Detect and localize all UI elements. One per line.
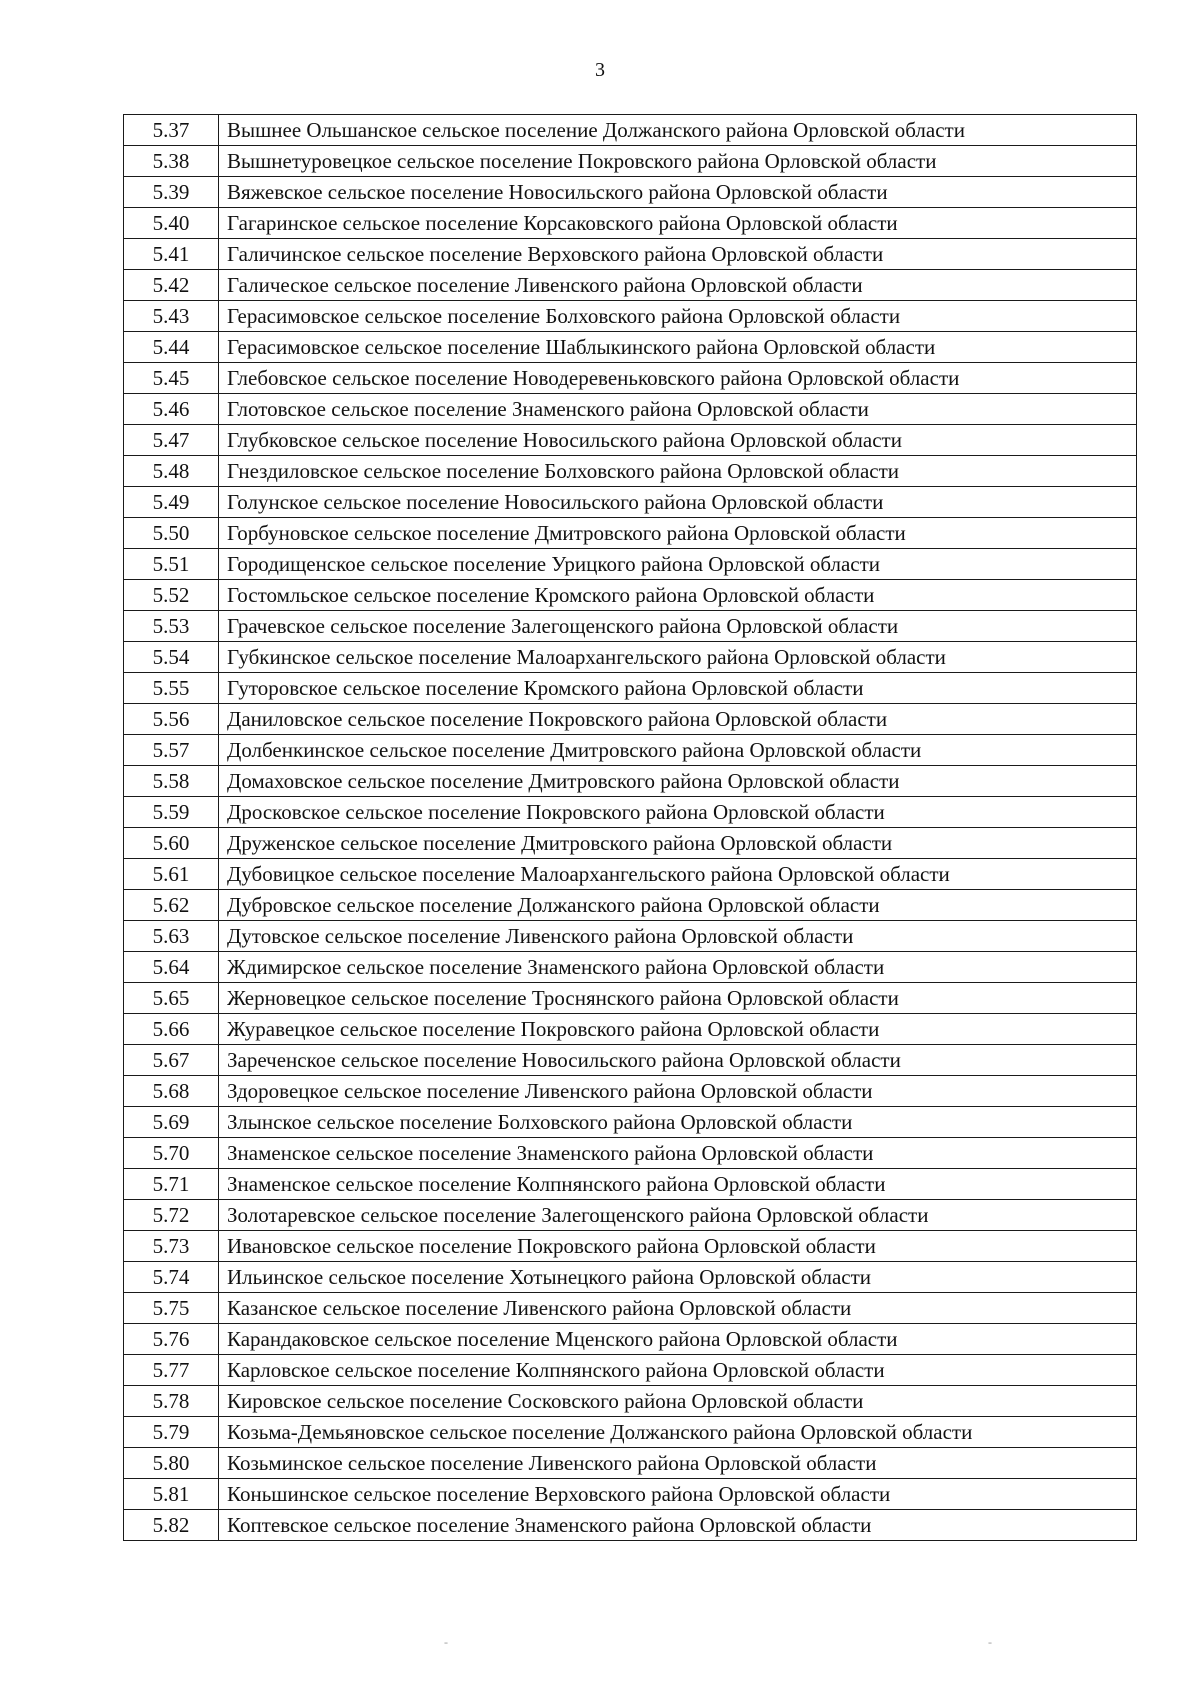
- row-number: 5.43: [124, 301, 219, 332]
- row-number: 5.59: [124, 797, 219, 828]
- table-row: [124, 1355, 1137, 1386]
- settlement-name: Казанское сельское поселение Ливенского района Орловской области: [219, 1293, 1137, 1324]
- settlement-name: Ивановское сельское поселение Покровского района Орловской области: [219, 1231, 1137, 1262]
- page-number: 3: [595, 59, 605, 81]
- table-row: [124, 1107, 1137, 1138]
- row-number: 5.54: [124, 642, 219, 673]
- row-number: 5.76: [124, 1324, 219, 1355]
- settlement-name: Коньшинское сельское поселение Верховского района Орловской области: [219, 1479, 1137, 1510]
- settlements-table: [123, 114, 1137, 1541]
- row-number: 5.48: [124, 456, 219, 487]
- settlement-name: Журавецкое сельское поселение Покровского района Орловской области: [219, 1014, 1137, 1045]
- table-row: [124, 456, 1137, 487]
- table-row: [124, 208, 1137, 239]
- row-number: 5.70: [124, 1138, 219, 1169]
- row-number: 5.56: [124, 704, 219, 735]
- row-number: 5.68: [124, 1076, 219, 1107]
- settlement-name: Дутовское сельское поселение Ливенского района Орловской области: [219, 921, 1137, 952]
- settlement-name: Карловское сельское поселение Колпнянского района Орловской области: [219, 1355, 1137, 1386]
- row-number: 5.63: [124, 921, 219, 952]
- row-number: 5.79: [124, 1417, 219, 1448]
- row-number: 5.80: [124, 1448, 219, 1479]
- settlement-name: Гнездиловское сельское поселение Болховского района Орловской области: [219, 456, 1137, 487]
- scan-artifact-left: -: [444, 1635, 448, 1649]
- table-row: [124, 1417, 1137, 1448]
- row-number: 5.77: [124, 1355, 219, 1386]
- table-row: [124, 177, 1137, 208]
- table-row: [124, 115, 1137, 146]
- settlement-name: Ильинское сельское поселение Хотынецкого района Орловской области: [219, 1262, 1137, 1293]
- settlement-name: Коптевское сельское поселение Знаменского района Орловской области: [219, 1510, 1137, 1541]
- settlement-name: Друженское сельское поселение Дмитровского района Орловской области: [219, 828, 1137, 859]
- settlement-name: Вышнетуровецкое сельское поселение Покровского района Орловской области: [219, 146, 1137, 177]
- settlement-name: Губкинское сельское поселение Малоархангельского района Орловской области: [219, 642, 1137, 673]
- settlement-name: Ждимирское сельское поселение Знаменского района Орловской области: [219, 952, 1137, 983]
- row-number: 5.41: [124, 239, 219, 270]
- row-number: 5.74: [124, 1262, 219, 1293]
- table-row: [124, 239, 1137, 270]
- table-row: [124, 1386, 1137, 1417]
- settlement-name: Гостомльское сельское поселение Кромского района Орловской области: [219, 580, 1137, 611]
- table-row: [124, 549, 1137, 580]
- row-number: 5.45: [124, 363, 219, 394]
- settlement-name: Горбуновское сельское поселение Дмитровского района Орловской области: [219, 518, 1137, 549]
- table-row: [124, 1231, 1137, 1262]
- settlement-name: Галичинское сельское поселение Верховского района Орловской области: [219, 239, 1137, 270]
- table-row: [124, 890, 1137, 921]
- settlement-name: Дросковское сельское поселение Покровского района Орловской области: [219, 797, 1137, 828]
- table-row: [124, 1200, 1137, 1231]
- row-number: 5.65: [124, 983, 219, 1014]
- settlement-name: Гуторовское сельское поселение Кромского района Орловской области: [219, 673, 1137, 704]
- row-number: 5.69: [124, 1107, 219, 1138]
- row-number: 5.60: [124, 828, 219, 859]
- settlement-name: Даниловское сельское поселение Покровского района Орловской области: [219, 704, 1137, 735]
- table-row: [124, 952, 1137, 983]
- table-row: [124, 363, 1137, 394]
- table-row: [124, 735, 1137, 766]
- table-row: [124, 487, 1137, 518]
- settlement-name: Знаменское сельское поселение Колпнянского района Орловской области: [219, 1169, 1137, 1200]
- table-row: [124, 332, 1137, 363]
- table-row: [124, 1138, 1137, 1169]
- row-number: 5.40: [124, 208, 219, 239]
- row-number: 5.82: [124, 1510, 219, 1541]
- table-row: [124, 1169, 1137, 1200]
- row-number: 5.61: [124, 859, 219, 890]
- row-number: 5.47: [124, 425, 219, 456]
- table-row: [124, 1076, 1137, 1107]
- settlement-name: Гагаринское сельское поселение Корсаковского района Орловской области: [219, 208, 1137, 239]
- settlement-name: Козьминское сельское поселение Ливенского района Орловской области: [219, 1448, 1137, 1479]
- table-row: [124, 611, 1137, 642]
- row-number: 5.51: [124, 549, 219, 580]
- settlement-name: Галическое сельское поселение Ливенского района Орловской области: [219, 270, 1137, 301]
- table-row: [124, 797, 1137, 828]
- settlement-name: Золотаревское сельское поселение Залегощенского района Орловской области: [219, 1200, 1137, 1231]
- table-row: [124, 1324, 1137, 1355]
- settlement-name: Грачевское сельское поселение Залегощенского района Орловской области: [219, 611, 1137, 642]
- row-number: 5.39: [124, 177, 219, 208]
- scan-artifact-right: -: [988, 1635, 992, 1649]
- table-row: [124, 301, 1137, 332]
- table-row: [124, 1014, 1137, 1045]
- table-row: [124, 642, 1137, 673]
- settlement-name: Герасимовское сельское поселение Болховского района Орловской области: [219, 301, 1137, 332]
- row-number: 5.64: [124, 952, 219, 983]
- row-number: 5.62: [124, 890, 219, 921]
- table-row: [124, 704, 1137, 735]
- table-row: [124, 673, 1137, 704]
- table-row: [124, 859, 1137, 890]
- table-body: [124, 115, 1137, 1541]
- row-number: 5.75: [124, 1293, 219, 1324]
- row-number: 5.42: [124, 270, 219, 301]
- table-row: [124, 146, 1137, 177]
- settlement-name: Герасимовское сельское поселение Шаблыкинского района Орловской области: [219, 332, 1137, 363]
- table-row: [124, 1510, 1137, 1541]
- settlement-name: Здоровецкое сельское поселение Ливенского района Орловской области: [219, 1076, 1137, 1107]
- table-row: [124, 983, 1137, 1014]
- row-number: 5.53: [124, 611, 219, 642]
- settlement-name: Знаменское сельское поселение Знаменского района Орловской области: [219, 1138, 1137, 1169]
- table-row: [124, 766, 1137, 797]
- settlement-name: Жерновецкое сельское поселение Троснянского района Орловской области: [219, 983, 1137, 1014]
- settlement-name: Глубковское сельское поселение Новосильского района Орловской области: [219, 425, 1137, 456]
- row-number: 5.67: [124, 1045, 219, 1076]
- table-row: [124, 1262, 1137, 1293]
- table-row: [124, 425, 1137, 456]
- settlement-name: Вяжевское сельское поселение Новосильского района Орловской области: [219, 177, 1137, 208]
- settlement-name: Городищенское сельское поселение Урицкого района Орловской области: [219, 549, 1137, 580]
- settlement-name: Глебовское сельское поселение Новодеревеньковского района Орловской области: [219, 363, 1137, 394]
- row-number: 5.37: [124, 115, 219, 146]
- table-row: [124, 1479, 1137, 1510]
- settlement-name: Зареченское сельское поселение Новосильского района Орловской области: [219, 1045, 1137, 1076]
- table-row: [124, 921, 1137, 952]
- row-number: 5.78: [124, 1386, 219, 1417]
- table-row: [124, 518, 1137, 549]
- table-row: [124, 1045, 1137, 1076]
- settlement-name: Кировское сельское поселение Сосковского района Орловской области: [219, 1386, 1137, 1417]
- row-number: 5.71: [124, 1169, 219, 1200]
- row-number: 5.66: [124, 1014, 219, 1045]
- row-number: 5.57: [124, 735, 219, 766]
- settlement-name: Вышнее Ольшанское сельское поселение Должанского района Орловской области: [219, 115, 1137, 146]
- settlement-name: Долбенкинское сельское поселение Дмитровского района Орловской области: [219, 735, 1137, 766]
- settlement-name: Злынское сельское поселение Болховского района Орловской области: [219, 1107, 1137, 1138]
- settlement-name: Домаховское сельское поселение Дмитровского района Орловской области: [219, 766, 1137, 797]
- table-row: [124, 1293, 1137, 1324]
- settlement-name: Карандаковское сельское поселение Мценского района Орловской области: [219, 1324, 1137, 1355]
- table-row: [124, 394, 1137, 425]
- settlement-name: Дубовицкое сельское поселение Малоархангельского района Орловской области: [219, 859, 1137, 890]
- settlement-name: Козьма-Демьяновское сельское поселение Должанского района Орловской области: [219, 1417, 1137, 1448]
- settlement-name: Голунское сельское поселение Новосильского района Орловской области: [219, 487, 1137, 518]
- row-number: 5.81: [124, 1479, 219, 1510]
- settlement-name: Дубровское сельское поселение Должанского района Орловской области: [219, 890, 1137, 921]
- settlement-name: Глотовское сельское поселение Знаменского района Орловской области: [219, 394, 1137, 425]
- row-number: 5.52: [124, 580, 219, 611]
- row-number: 5.44: [124, 332, 219, 363]
- table-row: [124, 828, 1137, 859]
- row-number: 5.72: [124, 1200, 219, 1231]
- table-row: [124, 1448, 1137, 1479]
- row-number: 5.38: [124, 146, 219, 177]
- row-number: 5.73: [124, 1231, 219, 1262]
- table-row: [124, 580, 1137, 611]
- row-number: 5.58: [124, 766, 219, 797]
- row-number: 5.46: [124, 394, 219, 425]
- row-number: 5.55: [124, 673, 219, 704]
- row-number: 5.49: [124, 487, 219, 518]
- row-number: 5.50: [124, 518, 219, 549]
- table-row: [124, 270, 1137, 301]
